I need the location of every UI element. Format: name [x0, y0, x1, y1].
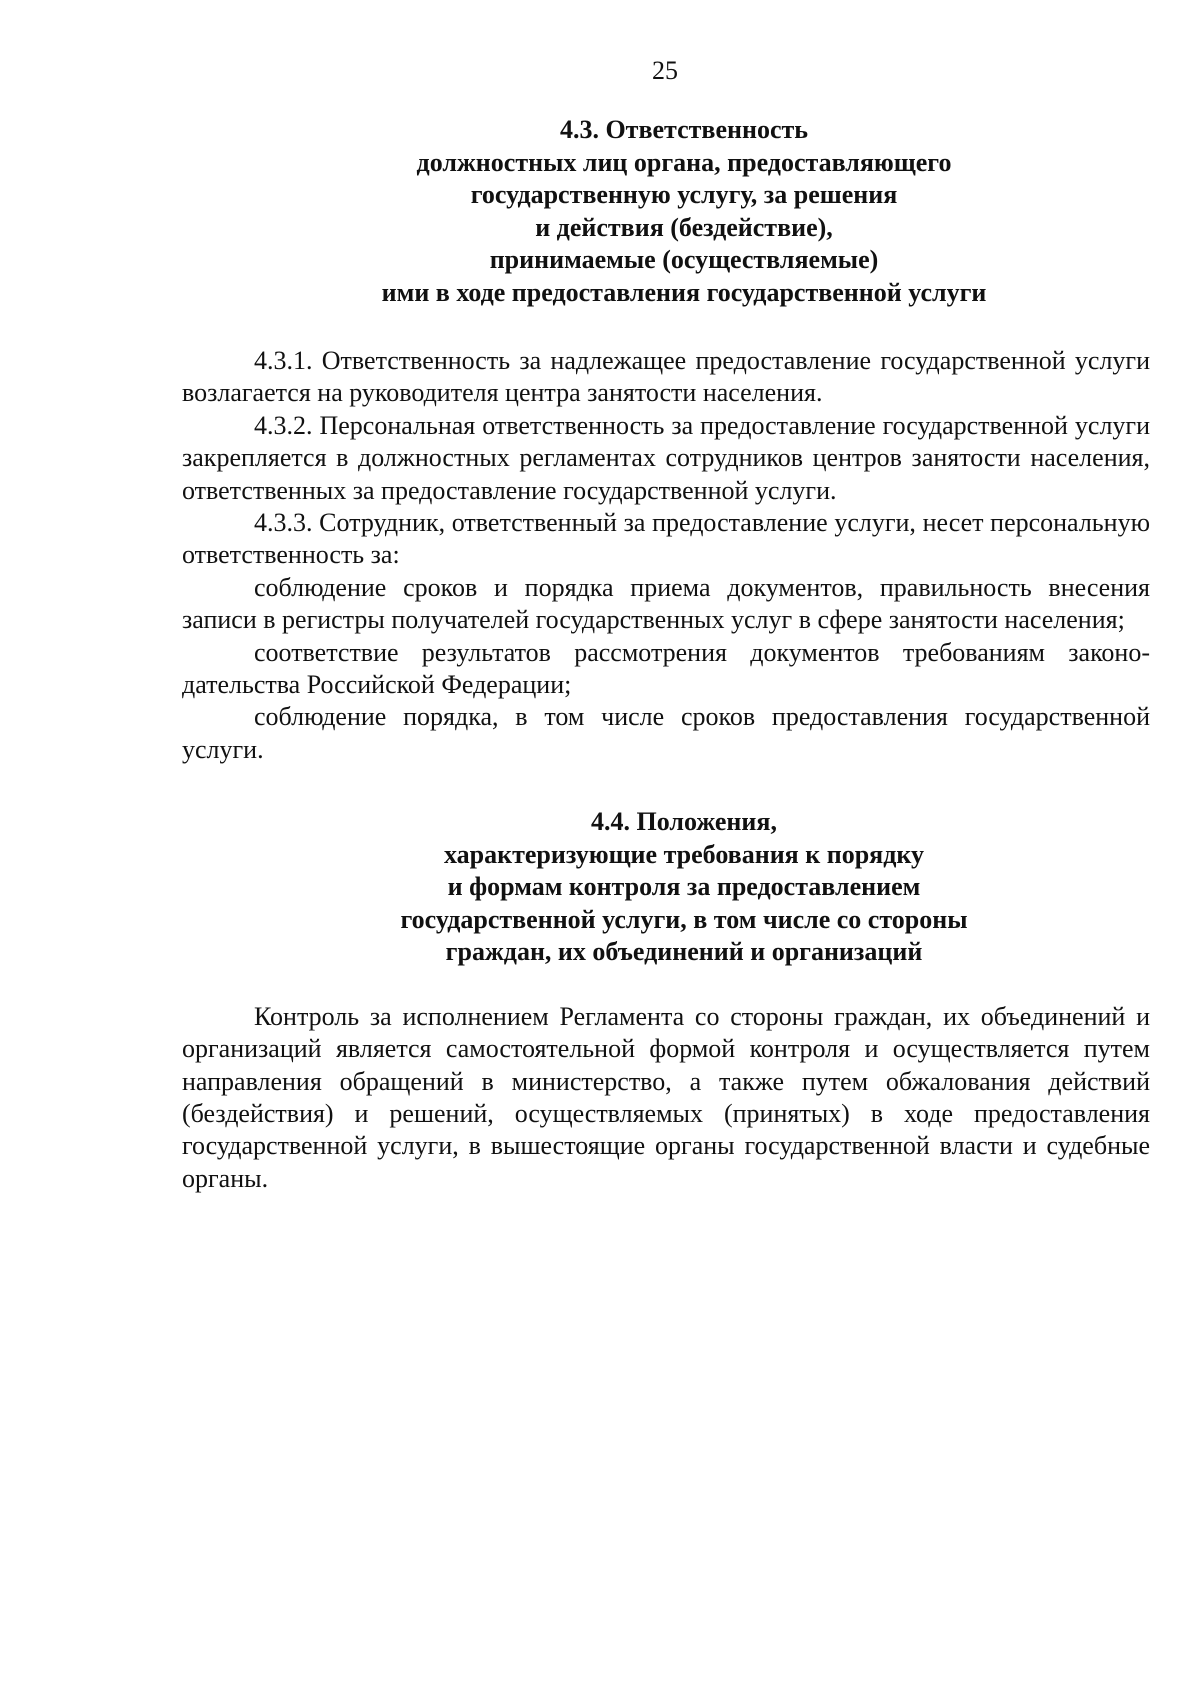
heading-line: граждан, их объединений и организаций [445, 937, 923, 967]
paragraph-list-item: соблюдение порядка, в том числе сроков предоставления государственной услуги. [182, 702, 1150, 764]
heading-line: должностных лиц органа, предоставляющего [416, 147, 952, 177]
paragraph-4-3-1: 4.3.1. Ответственность за надлежащее предоставление государственной услуги возлагается на руководителя центра занятости населения. [182, 346, 1150, 408]
paragraph-list-item: соблюдение сроков и порядка приема документов, правильность внесения записи в регистры получателей государственных услуг в сфере занятости населения; [182, 572, 1150, 635]
heading-line: 4.4. Положения, [591, 807, 777, 837]
heading-line: ими в ходе предоставления государственной услуги [381, 277, 987, 307]
heading-line: и формам контроля за предоставлением [447, 872, 921, 902]
paragraph-4-4-control: Контроль за исполнением Регламента со стороны граждан, их объединений и организаций является самостоятельной формой контроля и осуществляется путем направления обращений в министерство, а также путем обжалования действий (бездействия) и решений, осуществляемых (принятых) в ходе предоставления государственной услуги, в вышестоящие органы государственной власти и судебные органы. [182, 1001, 1150, 1193]
paragraph-list-item: соответствие результатов рассмотрения документов требованиям законодательства Российской Федерации; [182, 637, 1150, 700]
heading-line: государственную услугу, за решения [470, 180, 898, 209]
heading-line: государственной услуги, в том числе со стороны [400, 904, 968, 934]
document-body [182, 114, 1150, 1195]
heading-line: характеризующие требования к порядку [443, 839, 924, 869]
section-heading-4-4 [182, 806, 1150, 969]
section-heading-4-3 [182, 114, 1150, 309]
heading-line: принимаемые (осуществляемые) [489, 245, 879, 274]
heading-line: 4.3. Ответственность [559, 115, 809, 144]
page-number: 25 [652, 56, 678, 85]
paragraph-4-3-2: 4.3.2. Персональная ответственность за предоставление государственной услуги закрепляется в должностных регламентах сотрудников центров занятости населения, ответственных за предоставление государственной услуги. [182, 410, 1150, 505]
heading-line: и действия (бездействие), [535, 212, 833, 242]
paragraph-4-3-3: 4.3.3. Сотрудник, ответственный за предоставление услуги, несет персональную ответственность за: [182, 508, 1150, 570]
